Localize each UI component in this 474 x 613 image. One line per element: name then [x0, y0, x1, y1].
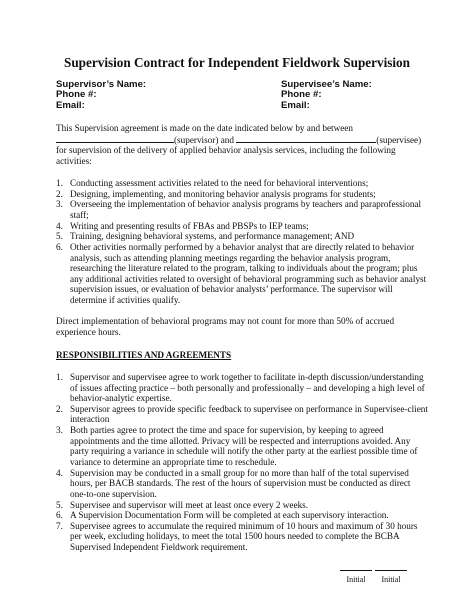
supervisee-tag: (supervisee)	[376, 134, 422, 145]
responsibility-item	[56, 425, 428, 467]
responsibility-item	[56, 510, 428, 521]
list-text: Supervisor agrees to provide specific feedback to supervisee on performance in Supervisee-client interaction	[70, 403, 428, 425]
supervisee-info	[281, 80, 372, 111]
intro-line-1: This Supervision agreement is made on the date indicated below by and between	[56, 123, 353, 133]
supervisor-phone-label: Phone #:	[56, 89, 97, 101]
responsibility-item	[56, 500, 428, 511]
supervisee-blank-line[interactable]	[236, 134, 376, 143]
activity-item	[56, 242, 428, 306]
list-text: Supervisee and supervisor will meet at least once every 2 weeks.	[70, 499, 309, 510]
list-number: 3.	[56, 199, 63, 210]
list-number: 5.	[56, 499, 63, 510]
list-text: Other activities normally performed by a behavior analyst that are directly related to behavior analysis, such as attending planning meetings regarding the behavior analysis program, researching the literature related to the program, talking to individuals about the program; plus any additional activities related to oversight of behavioral programming such as behavior analyst supervision issues, or evaluation of behavior analysts’ performance. The supervisor will determine if activities qualify.	[70, 242, 427, 305]
list-text: Supervision may be conducted in a small group for no more than half of the total supervised hours, per BACB standards. The rest of the hours of supervision must be conducted as direct one-to-one supervision.	[70, 467, 411, 499]
list-number: 2.	[56, 403, 63, 414]
list-text: Designing, implementing, and monitoring behavior analysis programs for students;	[70, 188, 376, 199]
supervisee-name-label: Supervisee’s Name:	[281, 79, 372, 90]
responsibilities-heading: RESPONSIBILITIES AND AGREEMENTS	[56, 350, 232, 360]
intro-line-3: for supervision of the delivery of applied behavior analysis services, including the following activities:	[56, 145, 396, 166]
supervisor-blank-line[interactable]	[56, 134, 174, 143]
activity-item	[56, 189, 428, 200]
list-text: A Supervision Documentation Form will be completed at each supervisory interaction.	[70, 510, 389, 521]
responsibility-item	[56, 404, 428, 425]
initial-label: Initial	[381, 575, 401, 584]
responsibilities-list	[56, 372, 428, 553]
list-text: Conducting assessment activities related to the need for behavioral interventions;	[70, 178, 369, 188]
responsibility-item	[56, 521, 428, 553]
activity-item	[56, 199, 428, 220]
activity-item	[56, 178, 428, 189]
initial-field-1[interactable]	[340, 570, 372, 584]
list-number: 6.	[56, 510, 63, 521]
supervisee-email-label: Email:	[281, 99, 310, 111]
supervisor-tag: (supervisor) and	[174, 134, 234, 145]
list-text: Writing and presenting results of FBAs and PBSPs to IEP teams;	[70, 220, 309, 231]
activities-list	[56, 178, 428, 306]
list-number: 1.	[56, 178, 63, 188]
list-number: 3.	[56, 425, 63, 436]
list-number: 1.	[56, 372, 63, 382]
supervisee-phone-label: Phone #:	[281, 89, 322, 101]
list-number: 4.	[56, 467, 63, 478]
list-text: Overseeing the implementation of behavior analysis programs by teachers and paraprofessional staff;	[70, 199, 422, 220]
list-text: Training, designing behavioral systems, and performance management; AND	[70, 231, 355, 242]
activity-item	[56, 231, 428, 242]
list-number: 4.	[56, 220, 63, 231]
list-text: Supervisor and supervisee agree to work together to facilitate in-depth discussion/understanding of issues affecting practice – both personally and professionally – and developing a high level of behavior-analytic expertise.	[70, 372, 425, 404]
list-number: 5.	[56, 231, 63, 242]
list-number: 2.	[56, 188, 63, 199]
direct-implementation-note: Direct implementation of behavioral programs may not count for more than 50% of accrued experience hours.	[56, 316, 395, 337]
list-text: Supervisee agrees to accumulate the required minimum of 10 hours and maximum of 30 hours per week, excluding holidays, to meet the total 1500 hours needed to complete the BCBA Supervised Independent Fieldwork requirement.	[70, 520, 418, 553]
list-number: 7.	[56, 520, 63, 531]
list-text: Both parties agree to protect the time and space for supervision, by keeping to agreed appointments and the time allotted. Privacy will be respected and interruptions avoided. Any party requiring a variance in schedule will notify the other party at the earliest possible time of variance to determine an appropriate time to reschedule.	[70, 425, 418, 467]
supervisor-info	[56, 80, 146, 111]
responsibility-item	[56, 468, 428, 500]
initial-label: Initial	[346, 575, 366, 584]
initial-field-2[interactable]	[375, 570, 407, 584]
intro-paragraph	[56, 123, 422, 166]
activity-item	[56, 221, 428, 232]
supervisor-name-label: Supervisor’s Name:	[56, 79, 147, 90]
responsibility-item	[56, 372, 428, 404]
document-title: Supervision Contract for Independent Fieldwork Supervision	[64, 55, 410, 70]
supervisor-email-label: Email:	[56, 99, 85, 111]
intro-line-2	[56, 134, 422, 146]
list-number: 6.	[56, 242, 63, 253]
